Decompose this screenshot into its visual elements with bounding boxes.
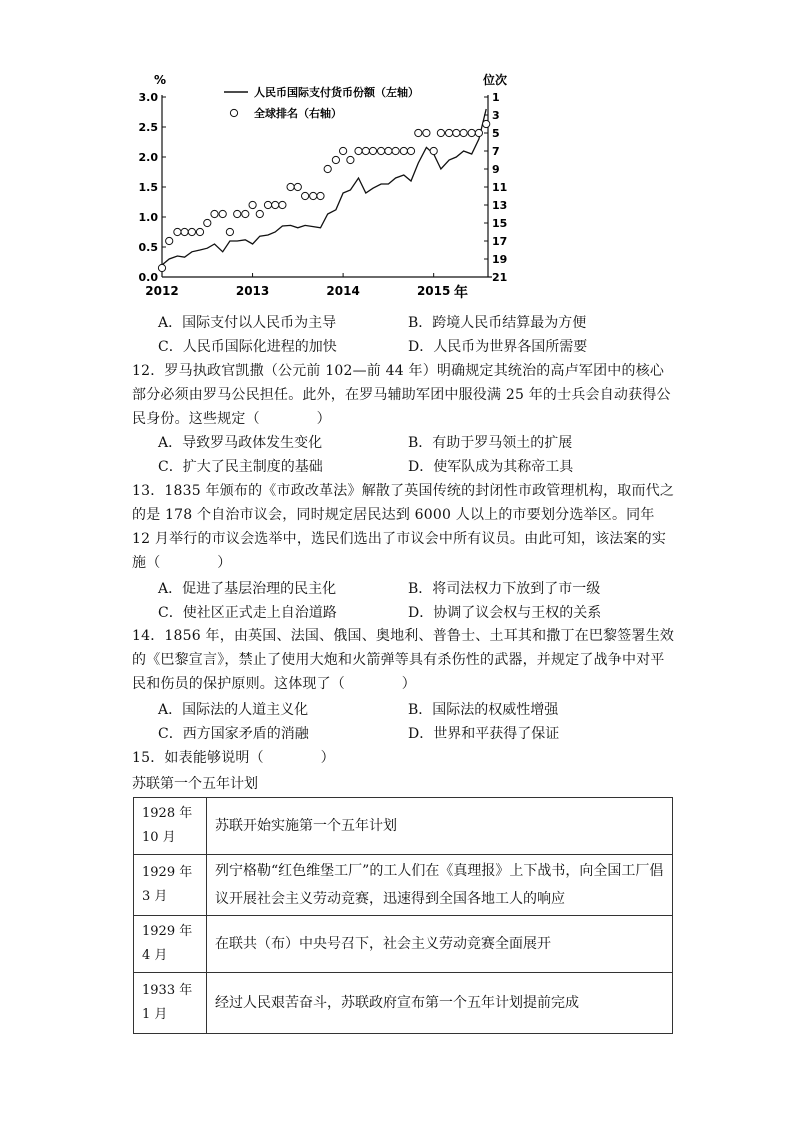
- rank-point: [294, 183, 301, 190]
- table-cell-event: 经过人民艰苦奋斗，苏联政府宣布第一个五年计划提前完成: [207, 973, 673, 1034]
- y-right-tick-label: 21: [492, 271, 508, 284]
- rank-point: [446, 129, 453, 136]
- q12-option-b[interactable]: B．有助于罗马领土的扩展: [408, 435, 573, 451]
- q12-options-row-2: [158, 455, 678, 479]
- rank-point: [272, 201, 279, 208]
- q12-stem: 12．罗马执政官凯撒（公元前 102—前 44 年）明确规定其统治的高卢军团中的核心部分必须由罗马公民担任。此外，在罗马辅助军团中服役满 25 年的士兵会自动获得公民身份。这些规定（ ）: [132, 363, 671, 427]
- q15-stem: 15．如表能够说明（ ）: [132, 750, 335, 766]
- y-right-tick-label: 13: [492, 199, 508, 212]
- rank-point: [204, 219, 211, 226]
- y-left-tick-label: 1.5: [138, 181, 158, 194]
- rank-point: [340, 147, 347, 154]
- rank-point: [400, 147, 407, 154]
- x-unit: 年: [454, 285, 468, 301]
- rank-point: [437, 129, 444, 136]
- rank-point: [332, 156, 339, 163]
- y-right-tick-label: 5: [492, 127, 500, 140]
- q13-option-c[interactable]: C．使社区正式走上自治道路: [158, 605, 337, 621]
- q13-option-d[interactable]: D．协调了议会权与王权的关系: [408, 605, 602, 621]
- chart-legend: [224, 85, 419, 120]
- y-right-tick-label: 1: [492, 91, 500, 104]
- q12-option-c[interactable]: C．扩大了民主制度的基础: [158, 459, 323, 475]
- x-tick-label: 2013: [235, 284, 270, 298]
- rank-point: [256, 210, 263, 217]
- table-cell-date: 1933 年 1 月: [134, 973, 207, 1034]
- rank-point: [460, 129, 467, 136]
- rank-point: [407, 147, 414, 154]
- rank-point: [287, 183, 294, 190]
- rank-point: [174, 228, 181, 235]
- five-year-plan-table: [133, 797, 673, 1034]
- rank-point: [453, 129, 460, 136]
- legend-marker-swatch: [230, 109, 237, 116]
- y-left-tick-label: 3.0: [138, 91, 158, 104]
- q14-option-c[interactable]: C．西方国家矛盾的消融: [158, 726, 309, 742]
- table-row: [134, 916, 673, 973]
- rank-point: [181, 228, 188, 235]
- rank-point: [415, 129, 422, 136]
- x-tick-label: 2015: [416, 284, 451, 298]
- y-left-unit: %: [154, 73, 167, 87]
- x-tick-label: 2012: [145, 284, 179, 298]
- y-right-tick-label: 3: [492, 109, 500, 122]
- rank-point: [158, 264, 165, 271]
- rank-point: [279, 201, 286, 208]
- rank-point: [362, 147, 369, 154]
- y-right-tick-label: 17: [492, 235, 508, 248]
- q15-table-title: 苏联第一个五年计划: [132, 776, 258, 792]
- q14-options-row-1: [158, 698, 678, 722]
- rank-point: [310, 192, 317, 199]
- y-right-tick-label: 15: [492, 217, 508, 230]
- chart-axes: [162, 95, 492, 277]
- y-right-tick-label: 9: [492, 163, 500, 176]
- q13-stem: 13．1835 年颁布的《市政改革法》解散了英国传统的封闭性市政管理机构，取而代之的是 178 个自治市议会，同时规定居民达到 6000 人以上的市要划分选举区。同年 12 月举行的市议会选举中，选民们选出了市议会中所有议员。由此可知，该法案的实施（ ）: [132, 483, 675, 571]
- table-cell-event: 在联共（布）中央号召下，社会主义劳动竞赛全面展开: [207, 916, 673, 973]
- rank-point: [317, 192, 324, 199]
- rank-point: [385, 147, 392, 154]
- q14-options-row-2: [158, 722, 678, 746]
- q11-options-row-2: [158, 335, 678, 359]
- q11-option-b[interactable]: B．跨境人民币结算最为方便: [408, 315, 587, 331]
- rank-point: [423, 129, 430, 136]
- q11-option-c[interactable]: C．人民币国际化进程的加快: [158, 339, 337, 355]
- table-cell-date: 1928 年 10 月: [134, 798, 207, 855]
- rank-point: [347, 156, 354, 163]
- q14-stem: 14．1856 年，由英国、法国、俄国、奥地利、普鲁士、土耳其和撒丁在巴黎签署生效的《巴黎宣言》，禁止了使用大炮和火箭弹等具有杀伤性的武器，并规定了战争中对平民和伤员的保护原则。这体现了（ ）: [132, 628, 675, 692]
- rank-point: [188, 228, 195, 235]
- q14-option-d[interactable]: D．世界和平获得了保证: [408, 726, 560, 742]
- q11-option-d[interactable]: D．人民币为世界各国所需要: [408, 339, 588, 355]
- q13-option-b[interactable]: B．将司法权力下放到了市一级: [408, 581, 601, 597]
- rank-point: [234, 210, 241, 217]
- rank-point: [219, 210, 226, 217]
- rank-point: [369, 147, 376, 154]
- chart-series: [158, 109, 489, 272]
- q11-option-a[interactable]: A．国际支付以人民币为主导: [158, 315, 337, 331]
- table-cell-date: 1929 年 4 月: [134, 916, 207, 973]
- legend-marker-label: 全球排名（右轴）: [254, 107, 342, 120]
- rank-point: [249, 201, 256, 208]
- rank-point: [264, 201, 271, 208]
- y-left-tick-label: 0.5: [138, 241, 158, 254]
- table-row: [134, 973, 673, 1034]
- y-left-tick-label: 2.5: [138, 121, 158, 134]
- rank-point: [196, 228, 203, 235]
- q13-option-a[interactable]: A．促进了基层治理的民主化: [158, 581, 337, 597]
- table-cell-event: 列宁格勒“红色维堡工厂”的工人们在《真理报》上下战书，向全国工厂倡议开展社会主义劳动竞赛，迅速得到全国各地工人的响应: [207, 855, 673, 916]
- x-tick-label: 2014: [326, 284, 360, 298]
- y-right-tick-label: 19: [492, 253, 508, 266]
- rank-point: [324, 165, 331, 172]
- rank-point: [392, 147, 399, 154]
- rank-point: [378, 147, 385, 154]
- y-left-tick-label: 0.0: [138, 271, 158, 284]
- rank-point: [242, 210, 249, 217]
- table-cell-date: 1929 年 3 月: [134, 855, 207, 916]
- rank-point: [468, 129, 475, 136]
- rank-point: [430, 147, 437, 154]
- q14-option-b[interactable]: B．国际法的权威性增强: [408, 702, 559, 718]
- rmb-share-chart: [138, 64, 518, 304]
- table-cell-event: 苏联开始实施第一个五年计划: [207, 798, 673, 855]
- q12-options-row-1: [158, 431, 678, 455]
- rank-point: [475, 129, 482, 136]
- y-right-unit: 位次: [483, 73, 508, 87]
- rank-point: [483, 120, 490, 127]
- rank-point: [211, 210, 218, 217]
- table-row: [134, 855, 673, 916]
- legend-line-label: 人民币国际支付货币份额（左轴）: [254, 86, 419, 99]
- rank-point: [302, 192, 309, 199]
- y-right-tick-label: 11: [492, 181, 508, 194]
- rank-point: [355, 147, 362, 154]
- q14-option-a[interactable]: A．国际法的人道主义化: [158, 702, 309, 718]
- q12-option-d[interactable]: D．使军队成为其称帝工具: [408, 459, 574, 475]
- rank-point: [166, 237, 173, 244]
- table-row: [134, 798, 673, 855]
- q12-option-a[interactable]: A．导致罗马政体发生变化: [158, 435, 323, 451]
- q11-options-row-1: [158, 311, 678, 335]
- rank-point: [226, 228, 233, 235]
- q13-options-row-2: [158, 601, 678, 625]
- y-left-tick-label: 2.0: [138, 151, 158, 164]
- y-right-tick-label: 7: [492, 145, 500, 158]
- y-left-tick-label: 1.0: [138, 211, 158, 224]
- q13-options-row-1: [158, 577, 678, 601]
